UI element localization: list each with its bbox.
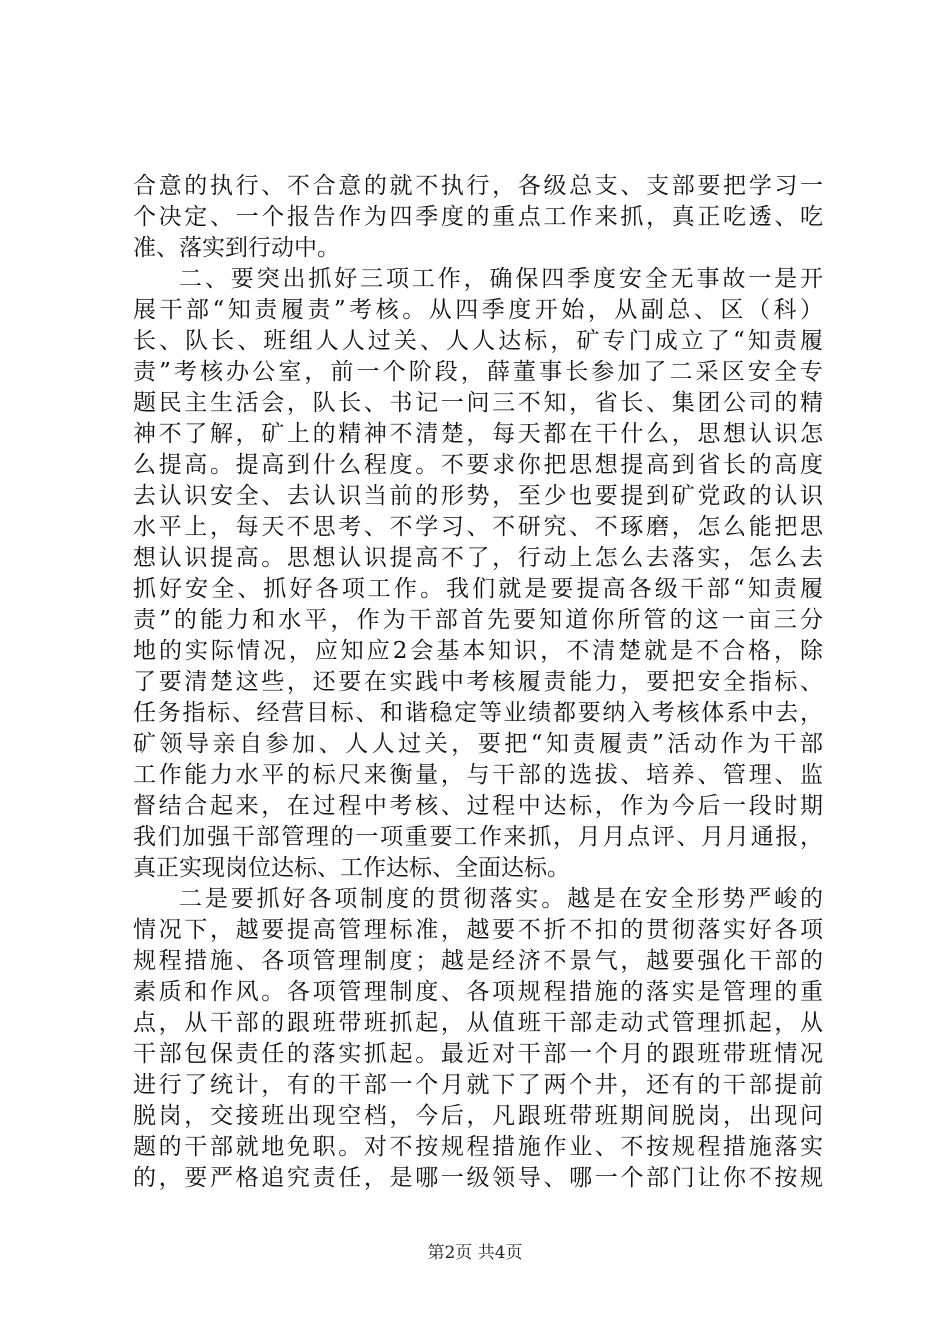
text-line: 脱岗，交接班出现空档，今后，凡跟班带班期间脱岗，出现问 xyxy=(133,1103,823,1129)
text-line: 的，要严格追究责任，是哪一级领导、哪一个部门让你不按规 xyxy=(133,1165,823,1191)
text-line: 干部包保责任的落实抓起。最近对干部一个月的跟班带班情况 xyxy=(133,1041,823,1067)
text-line: 抓好安全、抓好各项工作。我们就是要提高各级干部“知责履 xyxy=(133,576,823,602)
text-line: 个决定、一个报告作为四季度的重点工作来抓，真正吃透、吃 xyxy=(133,204,823,230)
text-line: 我们加强干部管理的一项重要工作来抓，月月点评、月月通报， xyxy=(133,824,823,850)
text-line: 展干部“知责履责”考核。从四季度开始，从副总、区（科） xyxy=(133,297,823,323)
text-line: 督结合起来，在过程中考核、过程中达标，作为今后一段时期 xyxy=(133,793,823,819)
text-line: 素质和作风。各项管理制度、各项规程措施的落实是管理的重 xyxy=(133,979,823,1005)
paragraph-start-line: 二、要突出抓好三项工作，确保四季度安全无事故一是开 xyxy=(179,266,823,292)
document-body xyxy=(133,171,823,1194)
text-line: 规程措施、各项管理制度；越是经济不景气，越要强化干部的 xyxy=(133,948,823,974)
paragraph-start-line: 二是要抓好各项制度的贯彻落实。越是在安全形势严峻的 xyxy=(179,886,823,912)
text-line: 点，从干部的跟班带班抓起，从值班干部走动式管理抓起，从 xyxy=(133,1010,823,1036)
page-number-footer: 第2页 共4页 xyxy=(427,1243,523,1263)
text-line: 去认识安全、去认识当前的形势，至少也要提到矿党政的认识 xyxy=(133,483,823,509)
text-line: 题民主生活会，队长、书记一问三不知，省长、集团公司的精 xyxy=(133,390,823,416)
text-line: 么提高。提高到什么程度。不要求你把思想提高到省长的高度 xyxy=(133,452,823,478)
text-line: 了要清楚这些，还要在实践中考核履责能力，要把安全指标、 xyxy=(133,669,823,695)
text-line: 神不了解，矿上的精神不清楚，每天都在干什么，思想认识怎 xyxy=(133,421,823,447)
text-line: 工作能力水平的标尺来衡量，与干部的选拔、培养、管理、监 xyxy=(133,762,823,788)
text-line: 长、队长、班组人人过关、人人达标，矿专门成立了“知责履 xyxy=(133,328,823,354)
text-line: 任务指标、经营目标、和谐稳定等业绩都要纳入考核体系中去， xyxy=(133,700,823,726)
text-line: 进行了统计，有的干部一个月就下了两个井，还有的干部提前 xyxy=(133,1072,823,1098)
text-line: 合意的执行、不合意的就不执行，各级总支、支部要把学习一 xyxy=(133,173,823,199)
text-line: 水平上，每天不思考、不学习、不研究、不琢磨，怎么能把思 xyxy=(133,514,823,540)
text-line: 情况下，越要提高管理标准，越要不折不扣的贯彻落实好各项 xyxy=(133,917,823,943)
text-line: 地的实际情况，应知应2会基本知识，不清楚就是不合格，除 xyxy=(133,638,823,664)
text-line: 责”的能力和水平，作为干部首先要知道你所管的这一亩三分 xyxy=(133,607,823,633)
text-line: 想认识提高。思想认识提高不了，行动上怎么去落实，怎么去 xyxy=(133,545,823,571)
text-line: 准、落实到行动中。 xyxy=(133,235,340,261)
text-line: 矿领导亲自参加、人人过关，要把“知责履责”活动作为干部 xyxy=(133,731,823,757)
text-line: 题的干部就地免职。对不按规程措施作业、不按规程措施落实 xyxy=(133,1134,823,1160)
text-line: 责”考核办公室，前一个阶段，薛董事长参加了二采区安全专 xyxy=(133,359,823,385)
text-line: 真正实现岗位达标、工作达标、全面达标。 xyxy=(133,855,570,881)
